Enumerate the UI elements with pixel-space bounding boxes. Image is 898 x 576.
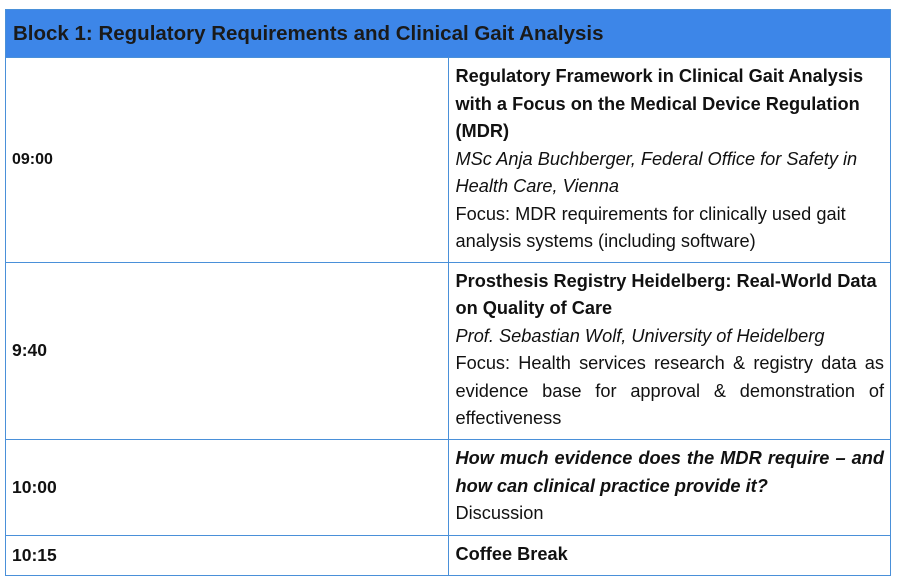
session-focus: Focus: MDR requirements for clinically used gait analysis systems (including software) — [455, 203, 846, 251]
session-focus: Focus: Health services research & registry data as evidence base for approval & demonstration of effectiveness — [455, 353, 884, 428]
session-content — [448, 262, 891, 439]
session-note: Discussion — [455, 503, 544, 524]
schedule-table — [5, 9, 891, 576]
session-time: 10:15 — [6, 535, 449, 575]
session-speaker: MSc Anja Buchberger, Federal Office for Safety in Health Care, Vienna — [455, 148, 858, 196]
session-title: Prosthesis Registry Heidelberg: Real-World Data on Quality of Care — [455, 270, 877, 318]
session-time: 9:40 — [6, 262, 449, 439]
discussion-question: How much evidence does the MDR require – and how can clinical practice provide it? — [455, 448, 884, 496]
table-row — [6, 58, 891, 263]
session-time: 10:00 — [6, 439, 449, 535]
table-row — [6, 439, 891, 535]
block-header-row — [6, 10, 891, 58]
table-row — [6, 262, 891, 439]
session-title: Regulatory Framework in Clinical Gait Analysis with a Focus on the Medical Device Regulation (MDR) — [455, 66, 864, 141]
program-block — [5, 9, 891, 576]
session-time: 09:00 — [6, 58, 449, 263]
session-title: Coffee Break — [455, 543, 568, 564]
session-content — [448, 439, 891, 535]
session-speaker: Prof. Sebastian Wolf, University of Heidelberg — [455, 325, 825, 346]
session-content — [448, 58, 891, 263]
block-title: Block 1: Regulatory Requirements and Clinical Gait Analysis — [6, 10, 891, 58]
table-row — [6, 535, 891, 575]
session-content — [448, 535, 891, 575]
